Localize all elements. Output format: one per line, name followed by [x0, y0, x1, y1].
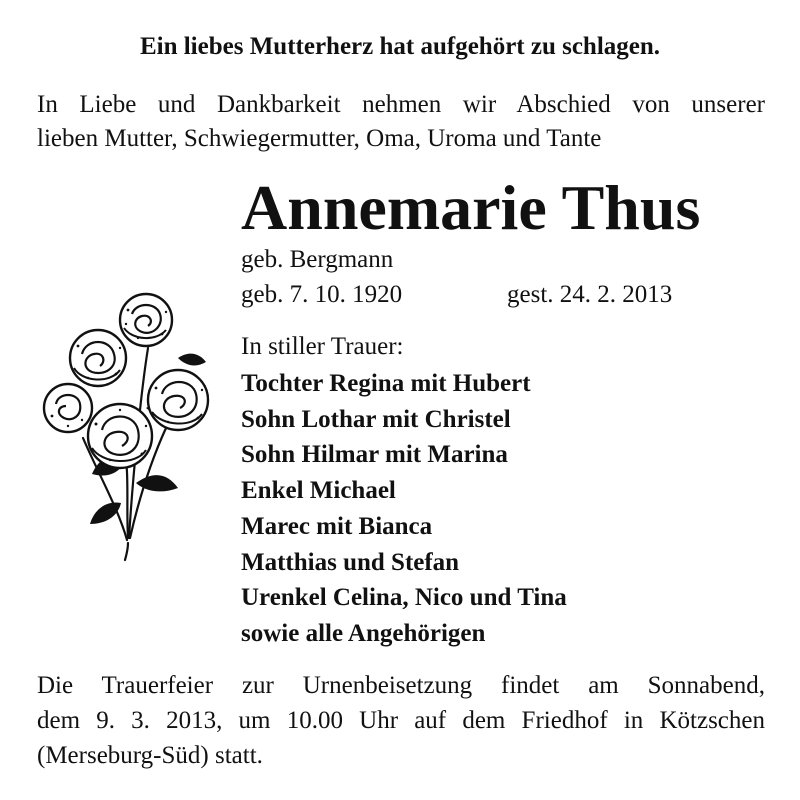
- list-item: Sohn Lothar mit Christel: [241, 405, 511, 433]
- list-item: Matthias und Stefan: [241, 548, 460, 576]
- funeral-info-line-2: dem 9. 3. 2013, um 10.00 Uhr auf dem Friedhof in Kötzschen: [37, 707, 765, 734]
- mourning-label: In stiller Trauer:: [241, 333, 404, 360]
- funeral-info-line-3: (Merseburg-Süd) statt.: [37, 742, 263, 769]
- list-item: Urenkel Celina, Nico und Tina: [241, 584, 567, 612]
- funeral-info-line-1: Die Trauerfeier zur Urnenbeisetzung findet am Sonnabend,: [37, 672, 765, 699]
- mourners-list: [241, 366, 567, 652]
- list-item: sowie alle Angehörigen: [241, 619, 486, 647]
- list-item: Tochter Regina mit Hubert: [241, 370, 531, 397]
- list-item: Enkel Michael: [241, 477, 396, 505]
- death-date: gest. 24. 2. 2013: [507, 281, 673, 308]
- intro-line-1: In Liebe und Dankbarkeit nehmen wir Abschied von unserer: [37, 91, 765, 118]
- roses-bouquet-icon: [28, 288, 218, 563]
- maiden-name: geb. Bergmann: [241, 246, 394, 273]
- deceased-name: Annemarie Thus: [241, 172, 701, 243]
- intro-line-2: lieben Mutter, Schwiegermutter, Oma, Uroma und Tante: [37, 125, 602, 152]
- list-item: Sohn Hilmar mit Marina: [241, 441, 508, 469]
- intro-text: [37, 88, 765, 156]
- headline: Ein liebes Mutterherz hat aufgehört zu schlagen.: [139, 33, 661, 60]
- list-item: Marec mit Bianca: [241, 512, 433, 540]
- birth-date: geb. 7. 10. 1920: [241, 281, 403, 308]
- life-dates: [241, 280, 673, 310]
- funeral-info: [37, 668, 765, 773]
